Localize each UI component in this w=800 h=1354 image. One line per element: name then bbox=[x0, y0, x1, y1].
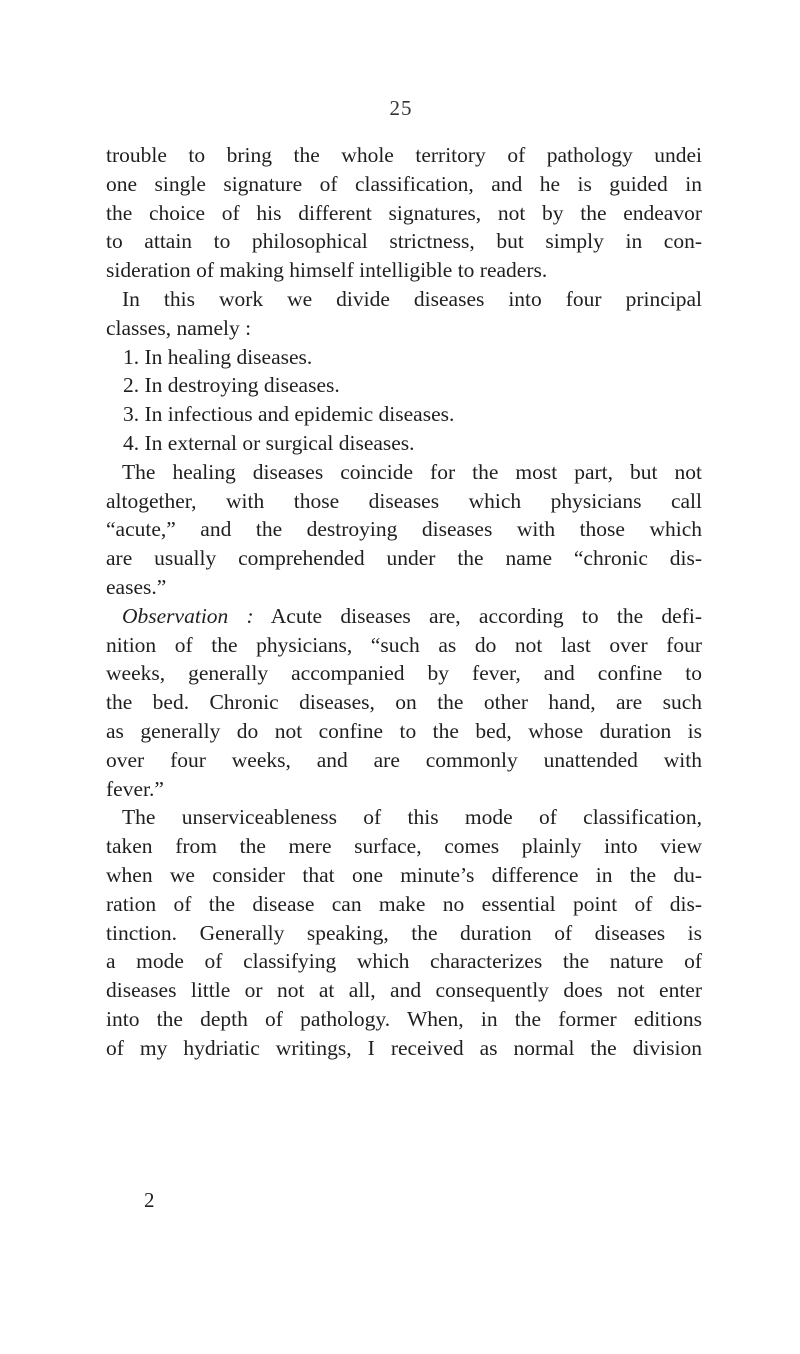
text-line: classes, namely : bbox=[106, 315, 252, 340]
observation-line bbox=[106, 602, 702, 631]
text-line: trouble to bring the whole territory of pathology undei bbox=[106, 143, 702, 167]
text-line: diseases little or not at all, and consequently does not enter bbox=[106, 978, 702, 1003]
page-number: 25 bbox=[389, 96, 413, 120]
text-line: weeks, generally accompanied by fever, and confine to bbox=[106, 661, 702, 686]
text-line: eases.” bbox=[106, 574, 167, 599]
list-item: 4. In external or surgical diseases. bbox=[123, 430, 415, 455]
text-line: tinction. Generally speaking, the duration of diseases is bbox=[106, 920, 702, 945]
observation-text: Acute diseases are, according to the defi- bbox=[270, 603, 702, 628]
text-line: ration of the disease can make no essential point of dis- bbox=[106, 891, 702, 916]
text-line: over four weeks, and are commonly unattended with bbox=[106, 747, 702, 772]
text-line: into the depth of pathology. When, in the former editions bbox=[106, 1006, 702, 1031]
text-line: to attain to philosophical strictness, but simply in con- bbox=[106, 229, 702, 254]
list-item: 3. In infectious and epidemic diseases. bbox=[123, 402, 455, 427]
signature-mark: 2 bbox=[144, 1188, 155, 1212]
text-line: a mode of classifying which characterizes the nature of bbox=[106, 949, 702, 974]
text-line: nition of the physicians, “such as do not last over four bbox=[106, 632, 702, 657]
text-line: altogether, with those diseases which physicians call bbox=[106, 488, 702, 513]
text-line: The unserviceableness of this mode of classification, bbox=[122, 805, 702, 830]
text-line: The healing diseases coincide for the most part, but not bbox=[122, 459, 702, 484]
text-line: when we consider that one minute’s difference in the du- bbox=[106, 862, 702, 887]
text-line: the choice of his different signatures, not by the endeavor bbox=[106, 200, 702, 225]
text-line: the bed. Chronic diseases, on the other hand, are such bbox=[106, 690, 702, 715]
text-line: In this work we divide diseases into four principal bbox=[122, 286, 702, 311]
list-item: 2. In destroying diseases. bbox=[123, 373, 340, 398]
list-item: 1. In healing diseases. bbox=[123, 344, 313, 369]
text-line: sideration of making himself intelligible to readers. bbox=[106, 258, 548, 283]
text-line: “acute,” and the destroying diseases with those which bbox=[106, 517, 702, 542]
text-line: are usually comprehended under the name “chronic dis- bbox=[106, 546, 702, 571]
text-line: as generally do not confine to the bed, whose duration is bbox=[106, 718, 702, 743]
text-line: one single signature of classification, and he is guided in bbox=[106, 171, 702, 196]
observation-label: Observation : bbox=[122, 603, 254, 628]
text-line: of my hydriatic writings, I received as normal the division bbox=[106, 1035, 702, 1060]
text-line: taken from the mere surface, comes plainly into view bbox=[106, 834, 702, 859]
text-line: fever.” bbox=[106, 776, 164, 801]
body-text bbox=[106, 141, 702, 1063]
